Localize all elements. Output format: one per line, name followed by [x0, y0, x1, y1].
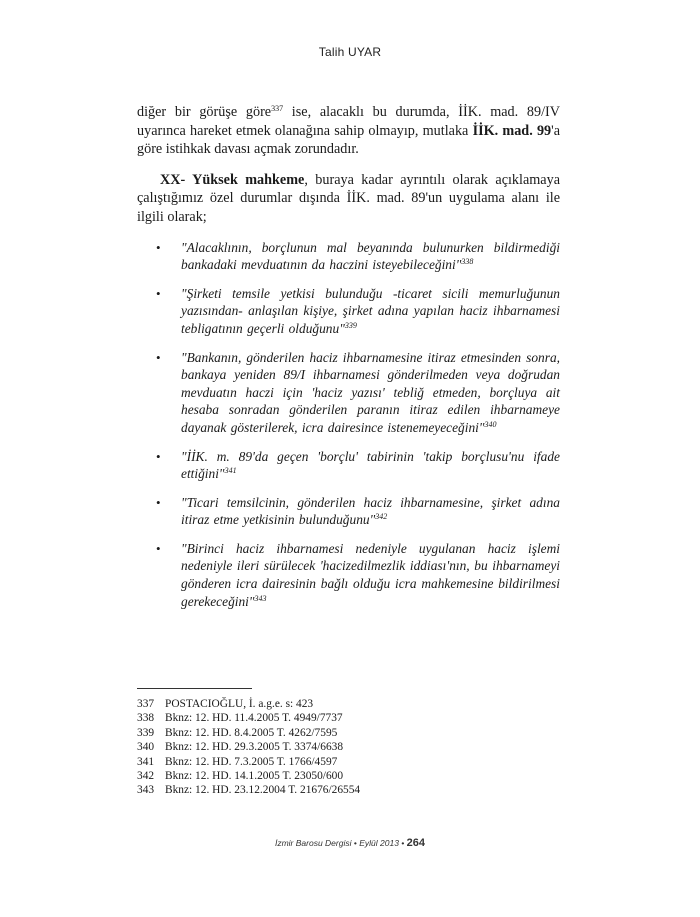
bullet-icon: • [156, 285, 161, 301]
issue-date: Eylül 2013 [359, 838, 399, 848]
footnote-number: 339 [137, 726, 155, 739]
list-item: • "Birinci haciz ihbarnamesi nedeniyle uygulanan haciz işlemi nedeniyle ileri sürülecek 'hacizedilmezlik iddiası'nın, bu ihbarnameyi gönderen icra dairesinin bağlı olduğu icra mahkemesine bildirilmesi gerekeceğini"$^{343}$ [156, 540, 560, 609]
bullet-icon: • [156, 349, 161, 365]
p2-text: , buraya kadar ayrıntılı olarak açıklamaya çalıştığımız özel durumlar dışında İİK. mad. 89'un uygulama alanı ile ilgili olarak; [137, 171, 560, 225]
footnote-text: Bknz: 12. HD. 11.4.2005 T. 4949/7737 [165, 712, 343, 725]
footnote-text: Bknz: 12. HD. 8.4.2005 T. 4262/7595 [165, 726, 338, 739]
bullet-icon: • [156, 494, 161, 510]
footnote-number: 337 [137, 698, 155, 710]
separator-dot: • [353, 838, 357, 848]
footnote-number: 341 [137, 755, 155, 768]
paragraph-1 [137, 103, 560, 159]
bullet-icon: • [156, 540, 161, 556]
p1-text-a: diğer bir görüşe göre [137, 104, 272, 120]
separator-dot: • [401, 838, 405, 848]
footnote-divider [137, 688, 252, 689]
footnotes [137, 697, 560, 798]
bullet-icon: • [156, 239, 161, 255]
footnote-number: 343 [137, 784, 155, 797]
footnote-ref: 339 [344, 320, 357, 330]
list-item: • "Ticari temsilcinin, gönderilen haciz ihbarnamesine, şirket adına itiraz etme yetkisinin bulunduğunu"$^{342}$ [156, 494, 560, 528]
footnote-ref-337: 337 [271, 104, 284, 113]
p1-text-b: ise, alacaklı bu durumda, İİK. mad. 89/IV uyarınca hareket etmek olanağına sahip olmayıp, mutlaka [137, 104, 560, 139]
p1-text-c: 'a göre istihkak davası açmak zorundadır. [137, 122, 561, 158]
p2-heading-bold: XX- Yüksek mahkeme [160, 171, 305, 188]
footnote [137, 711, 560, 725]
footnote [137, 769, 560, 783]
footnote-ref: 342 [375, 512, 388, 522]
page-number: 264 [406, 837, 426, 849]
footnote-ref: 343 [254, 593, 267, 603]
footnote [137, 783, 560, 797]
p1-bold-ref: İİK. mad. 99 [472, 122, 552, 139]
footnote-number: 338 [137, 712, 155, 725]
footnote [137, 726, 560, 740]
footnote-text: POSTACIOĞLU, İ. a.g.e. s: 423 [165, 698, 314, 710]
body-text [137, 103, 560, 621]
bullet-icon: • [156, 448, 161, 464]
footnote-text: Bknz: 12. HD. 23.12.2004 T. 21676/26554 [165, 784, 361, 797]
journal-name: İzmir Barosu Dergisi [274, 838, 352, 848]
footnote-ref: 340 [484, 419, 497, 429]
list-item: • "Alacaklının, borçlunun mal beyanında bulunurken bildirmediği bankadaki mevduatının da haczini isteyebileceğini"$^{338}$ [156, 239, 560, 273]
footnote [137, 755, 560, 769]
footnote-ref: 338 [461, 257, 474, 267]
list-item: • "Bankanın, gönderilen haciz ihbarnamesine itiraz etmesinden sonra, bankaya yeniden 89/I ihbarnamesi gönderilmeden veya doğrudan mevduatın haczi için 'haciz yazısı' tebliğ etmeden, borçluya ait hesaba sonradan gönderilen paranın itiraz edilen ihbarnameye dayanak gösterilerek, icra dairesince istenemeyeceğini"$^{340}$ [156, 349, 560, 435]
footnote-ref: 341 [224, 466, 237, 476]
paragraph-2 [137, 171, 560, 227]
footnote-text: Bknz: 12. HD. 7.3.2005 T. 1766/4597 [165, 755, 338, 768]
footnote [137, 740, 560, 754]
footnote-text: Bknz: 12. HD. 29.3.2005 T. 3374/6638 [165, 741, 344, 754]
page-footer [0, 837, 700, 849]
ruling-list [137, 239, 560, 611]
footnote-number: 340 [137, 741, 155, 754]
footnote-number: 342 [137, 770, 155, 783]
footnote [137, 697, 560, 711]
list-item: • "Şirketi temsile yetkisi bulunduğu -ticaret sicili memurluğunun yazısından- anlaşılan kişiye, şirket adına yapılan haciz ihbarnamesi tebligatının geçerli olduğunu"$^{339}$ [156, 285, 560, 336]
list-item: • "İİK. m. 89'da geçen 'borçlu' tabirinin 'takip borçlusu'nu ifade ettiğini"$^{341}$ [156, 448, 560, 482]
page-header-author: Talih UYAR [318, 45, 382, 59]
footnote-text: Bknz: 12. HD. 14.1.2005 T. 23050/600 [165, 770, 344, 783]
